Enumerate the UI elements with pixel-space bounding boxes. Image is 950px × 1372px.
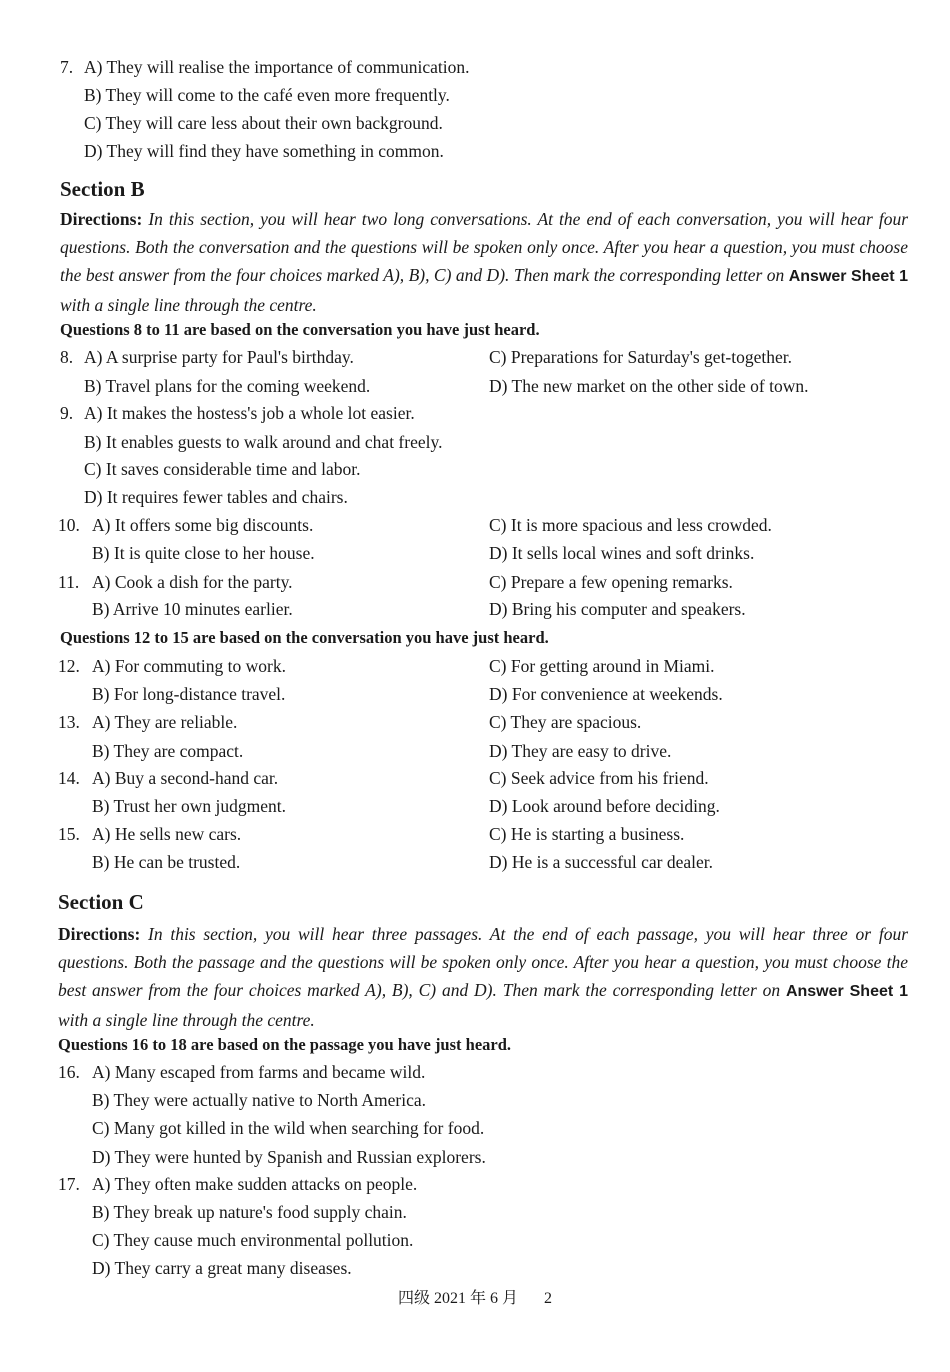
directions-label: Directions: [60,209,143,229]
option-c: C) They cause much environmental pollution. [92,1230,414,1250]
exam-label: 四级 2021 年 6 月 [398,1290,519,1307]
question-group-heading: Questions 12 to 15 are based on the conversation you have just heard. [60,628,549,647]
directions-text-end: with a single line through the centre. [60,295,317,315]
directions-label: Directions: [58,924,141,944]
option-b: B) Trust her own judgment. [92,796,286,816]
directions-text: In this section, you will hear two long conversations. At the end of each conversation, you will hear four questions. Both the conversation and the questions will be spoken only once. After you hear a question, you must choose the best answer from the four choices marked A), B), C) and D). Then mark the corresponding letter on [60,209,908,285]
directions-text: In this section, you will hear three passages. At the end of each passage, you will hear three or four questions. Both the passage and the questions will be spoken only once. After you hear a question, you must choose the best answer from the four choices marked A), B), C) and D). Then mark the corresponding letter on [58,924,909,1000]
option-b: B) It is quite close to her house. [92,543,315,563]
option-b: B) For long-distance travel. [92,684,286,704]
option-c: C) For getting around in Miami. [489,656,715,676]
option-a: A) They are reliable. [92,712,238,732]
option-d: D) The new market on the other side of town. [489,376,809,396]
question-number: 17. [58,1174,80,1194]
option-c: C) Prepare a few opening remarks. [489,572,733,592]
option-a: A) Buy a second-hand car. [92,768,279,788]
option-b: B) Arrive 10 minutes earlier. [92,599,293,619]
option-c: C) Seek advice from his friend. [489,768,709,788]
answer-sheet-label: Answer Sheet 1 [785,983,909,1000]
option-c: C) Many got killed in the wild when searching for food. [92,1118,485,1138]
question-group-heading: Questions 16 to 18 are based on the passage you have just heard. [58,1035,512,1054]
page-footer [398,1288,552,1310]
question-number: 11. [58,572,80,592]
option-d: D) For convenience at weekends. [489,684,723,704]
option-c: C) Preparations for Saturday's get-together. [489,347,793,367]
question-number: 8. [60,347,74,367]
option-d: D) They are easy to drive. [489,741,672,761]
option-d: D) Look around before deciding. [489,796,720,816]
option-d: D) It requires fewer tables and chairs. [84,487,348,507]
option-d: D) They will find they have something in common. [84,141,444,161]
question-group-heading: Questions 8 to 11 are based on the conversation you have just heard. [60,320,540,339]
option-c: C) It is more spacious and less crowded. [489,515,772,535]
question-number: 7. [60,57,74,77]
option-a: A) He sells new cars. [92,824,242,844]
option-b: B) They were actually native to North America. [92,1090,427,1110]
question-number: 16. [58,1062,80,1082]
option-a: A) Cook a dish for the party. [92,572,293,592]
question-number: 13. [58,712,80,732]
option-b: B) Travel plans for the coming weekend. [84,376,371,396]
option-a: A) Many escaped from farms and became wild. [92,1062,426,1082]
question-number: 9. [60,403,74,423]
option-a: A) It offers some big discounts. [92,515,314,535]
option-b: B) They break up nature's food supply chain. [92,1202,407,1222]
option-b: B) They are compact. [92,741,244,761]
option-d: D) They were hunted by Spanish and Russian explorers. [92,1147,486,1167]
option-c: C) They will care less about their own background. [84,113,443,133]
section-c-directions [58,920,908,1034]
question-number: 15. [58,824,80,844]
page-number: 2 [544,1290,553,1307]
section-c-title: Section C [58,890,144,914]
option-a: A) They often make sudden attacks on people. [92,1174,418,1194]
option-c: C) It saves considerable time and labor. [84,459,361,479]
option-a: A) It makes the hostess's job a whole lot easier. [84,403,415,423]
option-d: D) He is a successful car dealer. [489,852,713,872]
question-number: 10. [58,515,80,535]
option-b: B) It enables guests to walk around and chat freely. [84,432,443,452]
section-b-title: Section B [60,177,145,201]
option-d: D) They carry a great many diseases. [92,1258,352,1278]
option-a: A) A surprise party for Paul's birthday. [84,347,354,367]
option-c: C) They are spacious. [489,712,642,732]
option-a: A) For commuting to work. [92,656,286,676]
question-number: 12. [58,656,80,676]
option-a: A) They will realise the importance of communication. [84,57,470,77]
answer-sheet-label: Answer Sheet 1 [788,268,909,285]
option-d: D) It sells local wines and soft drinks. [489,543,755,563]
directions-text-end: with a single line through the centre. [58,1010,315,1030]
option-b: B) He can be trusted. [92,852,241,872]
option-c: C) He is starting a business. [489,824,685,844]
option-d: D) Bring his computer and speakers. [489,599,746,619]
option-b: B) They will come to the café even more frequently. [84,85,450,105]
section-b-directions [60,205,908,319]
question-number: 14. [58,768,80,788]
